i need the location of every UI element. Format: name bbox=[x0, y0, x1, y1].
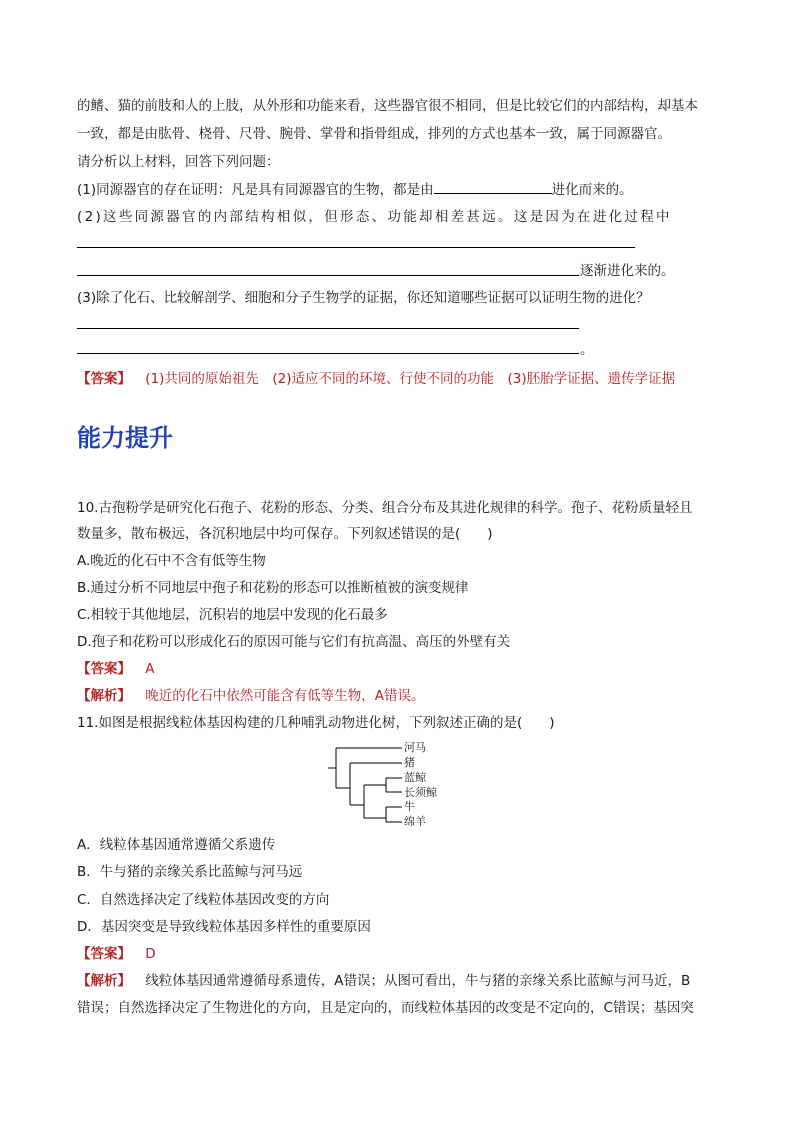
q11-answer-row bbox=[77, 944, 156, 964]
answer-blank-2b[interactable] bbox=[77, 275, 579, 276]
answer-label: 【答案】 bbox=[77, 371, 131, 387]
q10-stem-line-1: 10.古孢粉学是研究化石孢子、花粉的形态、分类、组合分布及其进化规律的科学。孢子、花粉质量轻且 bbox=[77, 500, 693, 516]
evolution-tree-diagram bbox=[320, 738, 480, 830]
passage-line-1: 的鳍、猫的前肢和人的上肢，从外形和功能来看，这些器官很不相同，但是比较它们的内部结构，却基本 bbox=[77, 98, 698, 114]
q10-answer-row bbox=[77, 659, 155, 679]
tree-label-pig: 猪 bbox=[404, 756, 415, 769]
q11-option-b: B．牛与猪的亲缘关系比蓝鲸与河马远 bbox=[77, 864, 303, 880]
question-1-text: (1)同源器官的存在证明：凡是具有同源器官的生物，都是由 bbox=[77, 182, 434, 198]
q10-analysis: 晚近的化石中依然可能含有低等生物，A错误。 bbox=[145, 688, 425, 704]
q11-answer: D bbox=[145, 946, 156, 962]
q10-answer-label: 【答案】 bbox=[77, 661, 131, 677]
answer-blank-1[interactable] bbox=[434, 179, 552, 194]
instruction-line: 请分析以上材料，回答下列问题： bbox=[77, 154, 280, 170]
answer-text: (1)共同的原始祖先 (2)适应不同的环境、行使不同的功能 (3)胚胎学证据、遗传学证据 bbox=[145, 371, 676, 387]
q10-option-c: C.相较于其他地层，沉积岩的地层中发现的化石最多 bbox=[77, 607, 388, 623]
q10-option-d: D.孢子和花粉可以形成化石的原因可能与它们有抗高温、高压的外壁有关 bbox=[77, 634, 511, 650]
q10-analysis-row bbox=[77, 686, 425, 706]
tree-label-cattle: 牛 bbox=[404, 800, 415, 813]
question-2: (2)这些同源器官的内部结构相似，但形态、功能却相差甚远。这是因为在进化过程中 bbox=[77, 209, 672, 225]
tree-label-blue-whale: 蓝鲸 bbox=[404, 771, 426, 784]
question-1-end: 进化而来的。 bbox=[551, 182, 633, 198]
q11-stem: 11.如图是根据线粒体基因构建的几种哺乳动物进化树，下列叙述正确的是( ) bbox=[77, 715, 555, 731]
q10-option-a: A.晚近的化石中不含有低等生物 bbox=[77, 553, 266, 569]
q11-option-c: C．自然选择决定了线粒体基因改变的方向 bbox=[77, 892, 330, 908]
answer-blank-3b[interactable] bbox=[77, 353, 579, 354]
q11-option-d: D．基因突变是导致线粒体基因多样性的重要原因 bbox=[77, 919, 371, 935]
passage-line-2: 一致，都是由肱骨、桡骨、尺骨、腕骨、掌骨和指骨组成，排列的方式也基本一致，属于同源器官。 bbox=[77, 126, 671, 142]
q11-answer-label: 【答案】 bbox=[77, 946, 131, 962]
q11-analysis-line-1: 线粒体基因通常遵循母系遗传，A错误；从图可看出，牛与猪的亲缘关系比蓝鲸与河马近，B bbox=[145, 973, 691, 989]
answer-blank-2a[interactable] bbox=[77, 247, 635, 248]
answer-row-top bbox=[77, 369, 675, 389]
q10-analysis-label: 【解析】 bbox=[77, 688, 131, 704]
tree-label-hippo: 河马 bbox=[404, 741, 426, 754]
question-2-end: 逐渐进化来的。 bbox=[580, 263, 675, 279]
tree-label-fin-whale: 长须鲸 bbox=[404, 786, 437, 799]
q11-analysis-row bbox=[77, 971, 690, 991]
q11-analysis-line-2: 错误；自然选择决定了生物进化的方向，且是定向的，而线粒体基因的改变是不定向的，C错误；基因突 bbox=[77, 1000, 694, 1016]
question-3-end: 。 bbox=[580, 342, 594, 358]
question-1 bbox=[77, 179, 633, 200]
tree-label-sheep: 绵羊 bbox=[404, 815, 426, 828]
answer-blank-3a[interactable] bbox=[77, 328, 579, 329]
q11-option-a: A．线粒体基因通常遵循父系遗传 bbox=[77, 837, 276, 853]
q10-stem-line-2: 数量多，散布极远，各沉积地层中均可保存。下列叙述错误的是( ) bbox=[77, 526, 493, 542]
question-3: (3)除了化石、比较解剖学、细胞和分子生物学的证据，你还知道哪些证据可以证明生物的进化？ bbox=[77, 290, 650, 306]
section-heading: 能力提升 bbox=[77, 424, 173, 452]
q10-answer: A bbox=[145, 661, 155, 677]
q11-analysis-label: 【解析】 bbox=[77, 973, 131, 989]
q10-option-b: B.通过分析不同地层中孢子和花粉的形态可以推断植被的演变规律 bbox=[77, 580, 469, 596]
